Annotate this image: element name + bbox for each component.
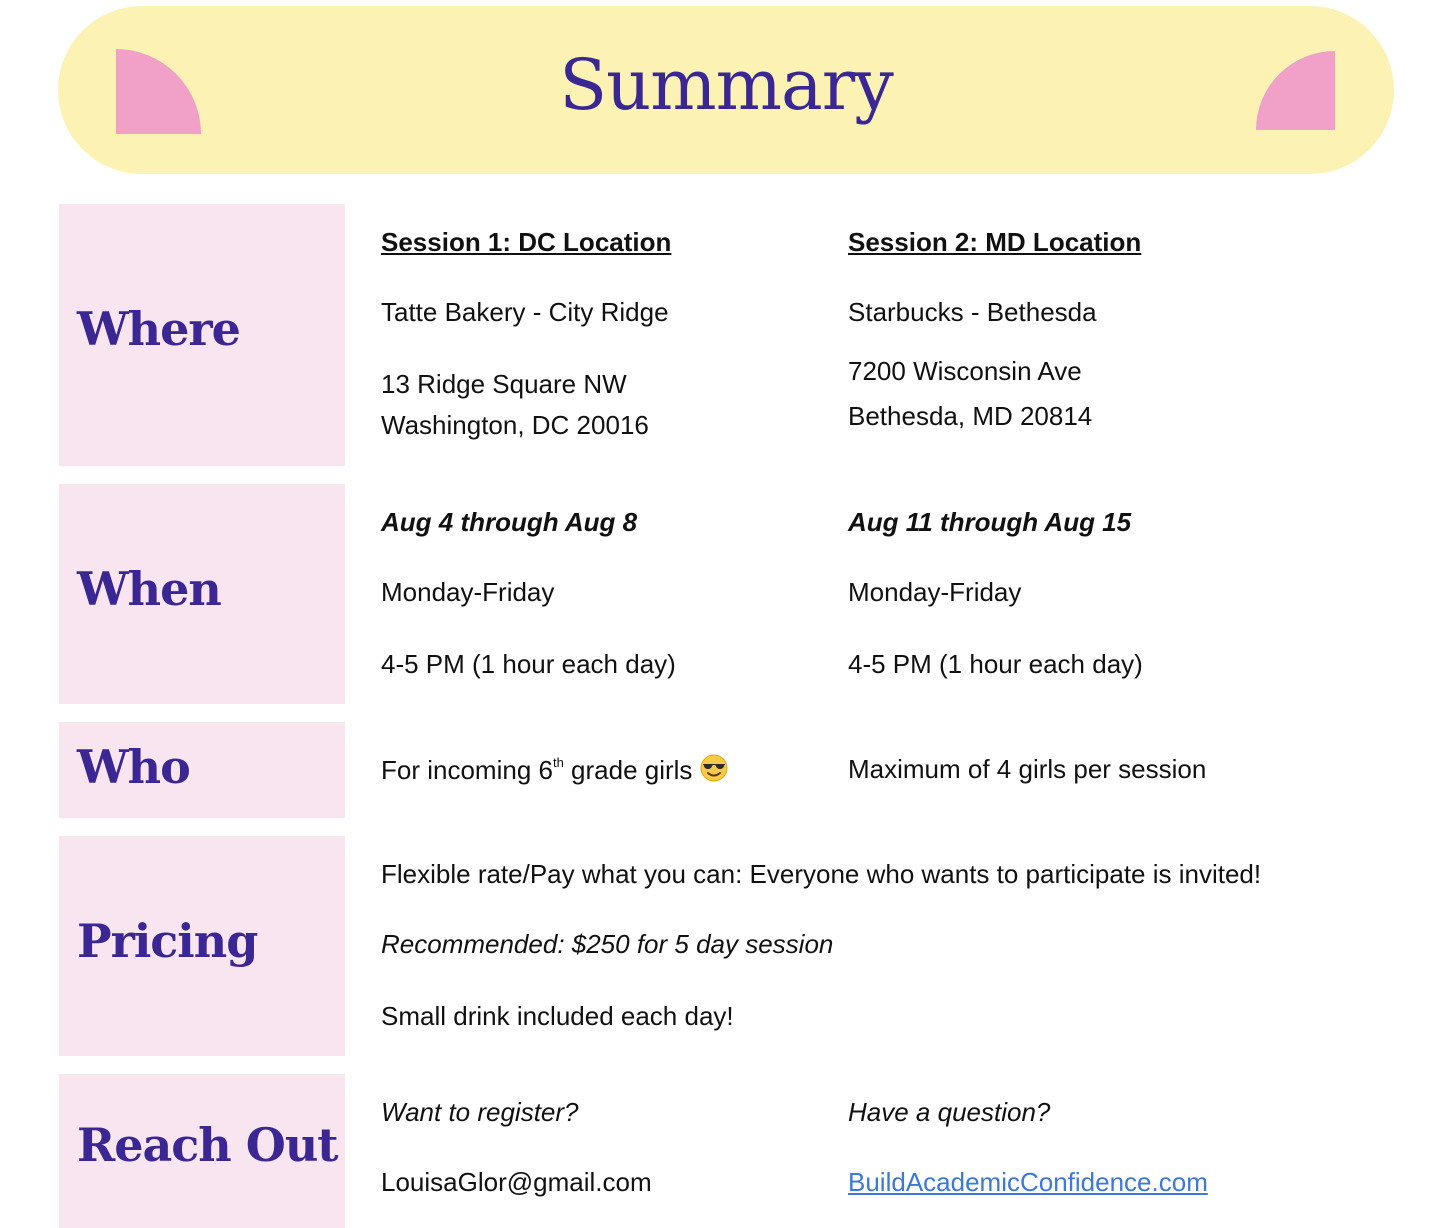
contact-email[interactable]: LouisaGlor@gmail.com (381, 1167, 652, 1197)
summary-banner (58, 6, 1394, 174)
session2-address-line1: 7200 Wisconsin Ave (848, 356, 1082, 386)
page-title: Summary (559, 44, 893, 126)
reach-out-label-box (59, 1074, 345, 1228)
session2-venue: Starbucks - Bethesda (848, 297, 1097, 327)
website-link[interactable]: BuildAcademicConfidence.com (848, 1167, 1208, 1197)
session1-address-line1: 13 Ridge Square NW (381, 369, 627, 399)
pricing-label: Pricing (77, 914, 258, 968)
who-label-box (59, 722, 345, 818)
session1-time: 4-5 PM (1 hour each day) (381, 649, 676, 679)
audience-superscript: th (552, 755, 564, 770)
audience-text (381, 754, 728, 785)
pricing-recommended: Recommended: $250 for 5 day session (381, 929, 834, 959)
question-prompt: Have a question? (848, 1097, 1051, 1127)
session1-days: Monday-Friday (381, 577, 555, 607)
when-label-box (59, 484, 345, 704)
where-label: Where (77, 302, 240, 356)
who-label: Who (77, 740, 190, 794)
reach-out-label: Reach Out (77, 1118, 338, 1172)
session1-venue: Tatte Bakery - City Ridge (381, 297, 669, 327)
session1-address-line2: Washington, DC 20016 (381, 410, 649, 440)
session1-dates: Aug 4 through Aug 8 (381, 507, 638, 537)
smiling-face-with-sunglasses-icon (700, 754, 728, 782)
pricing-label-box (59, 836, 345, 1056)
session-capacity: Maximum of 4 girls per session (848, 754, 1207, 784)
session2-days: Monday-Friday (848, 577, 1022, 607)
session2-address-line2: Bethesda, MD 20814 (848, 401, 1093, 431)
audience-prefix: For incoming 6 (381, 755, 553, 785)
where-label-box (59, 204, 345, 466)
session2-location-heading: Session 2: MD Location (848, 227, 1142, 257)
when-label: When (77, 562, 221, 616)
session2-time: 4-5 PM (1 hour each day) (848, 649, 1143, 679)
pricing-flexible-rate: Flexible rate/Pay what you can: Everyone who wants to participate is invited! (381, 859, 1262, 889)
audience-suffix: grade girls (563, 755, 700, 785)
session2-dates: Aug 11 through Aug 15 (848, 507, 1132, 537)
session1-location-heading: Session 1: DC Location (381, 227, 672, 257)
pricing-drink-note: Small drink included each day! (381, 1001, 734, 1031)
register-prompt: Want to register? (381, 1097, 579, 1127)
